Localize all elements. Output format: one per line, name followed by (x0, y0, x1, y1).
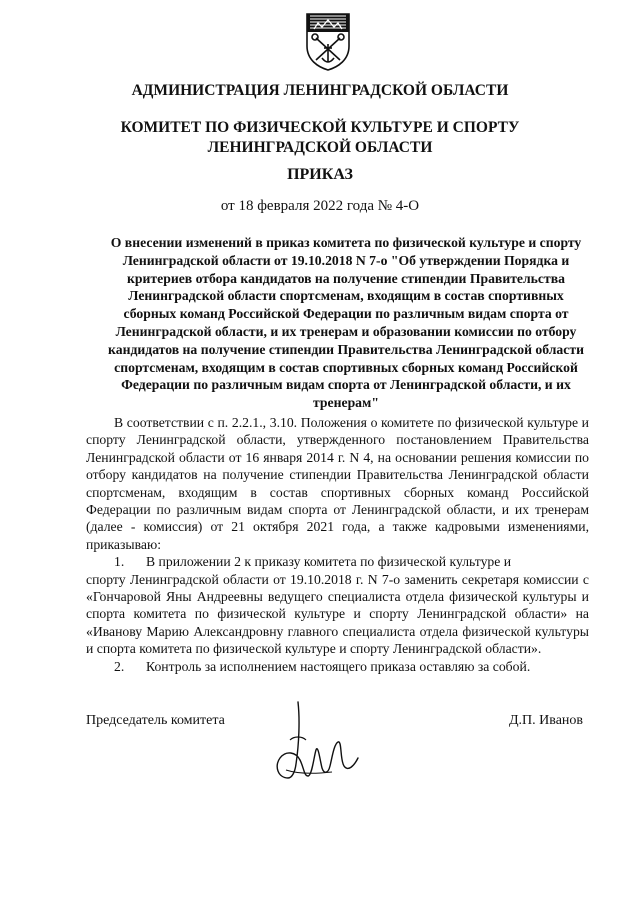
document-subject: О внесении изменений в приказ комитета по физической культуре и спорту Ленинградской области от 19.10.2018 N 7-о "Об утверждении Порядка и критериев отбора кандидатов на получение стипендии Правительства Ленинградской области спортсменам, входящим в состав спортивных сборных команд Российской Федерации по различным видам спорта от Ленинградской области, и их тренерам и образовании комиссии по отбору кандидатов на получение стипендии Правительства Ленинградской области спортсменам, входящим в состав спортивных сборных команд Российской Федерации по различным видам спорта от Ленинградской области, и их тренерам" (108, 235, 584, 411)
list-item-first-line: В приложении 2 к приказу комитета по физической культуре и (146, 554, 512, 570)
list-item-text: спорту Ленинградской области от 19.10.2018 г. N 7-о заменить секретаря комиссии с «Гончаровой Яны Андреевны ведущего специалиста отдела физической культуры и спорта комитета по физической культуре и спорту Ленинградской области» на «Иванову Марию Александровну главного специалиста отдела физической культуры и спорта комитета по физической культуре и спорту Ленинградской области». (86, 571, 589, 657)
administration-heading: АДМИНИСТРАЦИЯ ЛЕНИНГРАДСКОЙ ОБЛАСТИ (131, 82, 509, 99)
signatory-title: Председатель комитета (86, 713, 225, 728)
committee-heading-line2: ЛЕНИНГРАДСКОЙ ОБЛАСТИ (207, 139, 433, 156)
list-item (86, 553, 589, 657)
list-item-number: 1. (114, 554, 125, 570)
document-body (86, 414, 589, 675)
coat-of-arms-emblem (304, 10, 352, 72)
document-date-number: от 18 февраля 2022 года № 4-О (220, 198, 420, 214)
preamble-paragraph: В соответствии с п. 2.2.1., 3.10. Положения о комитете по физической культуре и спорту Ленинградской области, утвержденного постановлением Правительства Ленинградской области от 16 января 2014 г. N 4, на основании решения комиссии по отбору кандидатов на получение стипендии Правительства Ленинградской области спортсменам, входящим в состав спортивных сборных команд Российской Федерации по различным видам спорта от Ленинградской области, и их тренерам (далее - комиссия) от 21 октября 2021 года, а также кадровыми изменениями, приказываю: (86, 415, 589, 552)
handwritten-signature (268, 700, 360, 784)
list-item (86, 658, 589, 675)
committee-heading (0, 118, 640, 158)
list-item-first-line: Контроль за исполнением настоящего приказа оставляю за собой. (146, 658, 531, 674)
committee-heading-line1: КОМИТЕТ ПО ФИЗИЧЕСКОЙ КУЛЬТУРЕ И СПОРТУ (120, 119, 520, 136)
list-item-number: 2. (114, 658, 125, 674)
signatory-name: Д.П. Иванов (509, 713, 584, 728)
document-type: ПРИКАЗ (287, 166, 353, 183)
